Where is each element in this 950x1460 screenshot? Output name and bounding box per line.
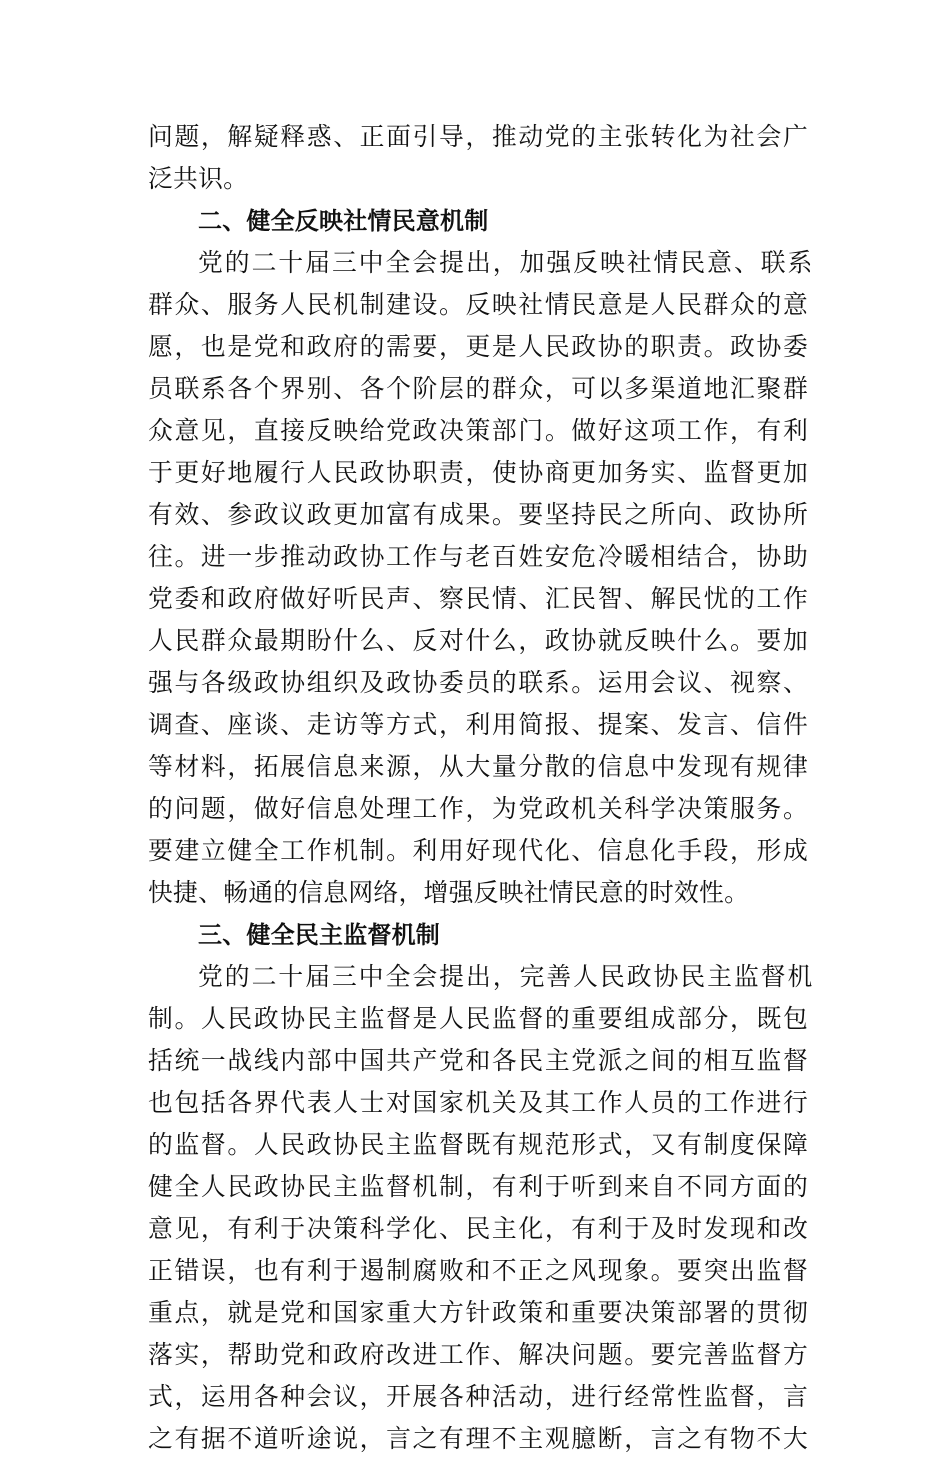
paragraph-line: 群众、服务人民机制建设。反映社情民意是人民群众的意 (148, 290, 808, 319)
document-body (148, 116, 815, 1460)
paragraph-first-line: 党的二十届三中全会提出，完善人民政协民主监督机 (198, 962, 815, 991)
paragraph-line: 也包括各界代表人士对国家机关及其工作人员的工作进行 (148, 1088, 808, 1117)
paragraph-line: 愿，也是党和政府的需要，更是人民政协的职责。政协委 (148, 332, 808, 361)
paragraph-line: 有效、参政议政更加富有成果。要坚持民之所向、政协所 (148, 500, 808, 529)
paragraph-line: 意见，有利于决策科学化、民主化，有利于及时发现和改 (148, 1214, 808, 1243)
paragraph-first-line: 党的二十届三中全会提出，加强反映社情民意、联系 (198, 248, 815, 277)
paragraph-line: 式，运用各种会议，开展各种活动，进行经常性监督，言 (148, 1382, 808, 1411)
paragraph-line: 括统一战线内部中国共产党和各民主党派之间的相互监督 (148, 1046, 808, 1075)
paragraph-line: 的监督。人民政协民主监督既有规范形式，又有制度保障 (148, 1130, 808, 1159)
paragraph-line: 于更好地履行人民政协职责，使协商更加务实、监督更加 (148, 458, 808, 487)
paragraph-line: 员联系各个界别、各个阶层的群众，可以多渠道地汇聚群 (148, 374, 808, 403)
paragraph-line: 健全人民政协民主监督机制，有利于听到来自不同方面的 (148, 1172, 808, 1201)
paragraph-line: 的问题，做好信息处理工作，为党政机关科学决策服务。 (148, 794, 808, 823)
paragraph-last-line: 泛共识。 (148, 164, 249, 193)
paragraph-line: 之有据不道听途说，言之有理不主观臆断，言之有物不大 (148, 1424, 808, 1453)
paragraph-line: 调查、座谈、走访等方式，利用简报、提案、发言、信件 (148, 710, 808, 739)
paragraph-line: 人民群众最期盼什么、反对什么，政协就反映什么。要加 (148, 626, 808, 655)
section-heading: 三、健全民主监督机制 (198, 921, 440, 949)
paragraph-line: 党委和政府做好听民声、察民情、汇民智、解民忧的工作 (148, 584, 808, 613)
paragraph-line: 落实，帮助党和政府改进工作、解决问题。要完善监督方 (148, 1340, 808, 1369)
paragraph-line: 制。人民政协民主监督是人民监督的重要组成部分，既包 (148, 1004, 808, 1033)
paragraph-line: 往。进一步推动政协工作与老百姓安危冷暖相结合，协助 (148, 542, 808, 571)
paragraph-line: 正错误，也有利于遏制腐败和不正之风现象。要突出监督 (148, 1256, 808, 1285)
paragraph-last-line: 快捷、畅通的信息网络，增强反映社情民意的时效性。 (148, 878, 750, 907)
section-heading: 二、健全反映社情民意机制 (198, 207, 489, 235)
paragraph-line: 重点，就是党和国家重大方针政策和重要决策部署的贯彻 (148, 1298, 808, 1327)
paragraph-line: 强与各级政协组织及政协委员的联系。运用会议、视察、 (148, 668, 808, 697)
paragraph-line: 众意见，直接反映给党政决策部门。做好这项工作，有利 (148, 416, 808, 445)
paragraph-line: 等材料，拓展信息来源，从大量分散的信息中发现有规律 (148, 752, 808, 781)
paragraph-line: 问题，解疑释惑、正面引导，推动党的主张转化为社会广 (148, 122, 808, 151)
paragraph-line: 要建立健全工作机制。利用好现代化、信息化手段，形成 (148, 836, 808, 865)
